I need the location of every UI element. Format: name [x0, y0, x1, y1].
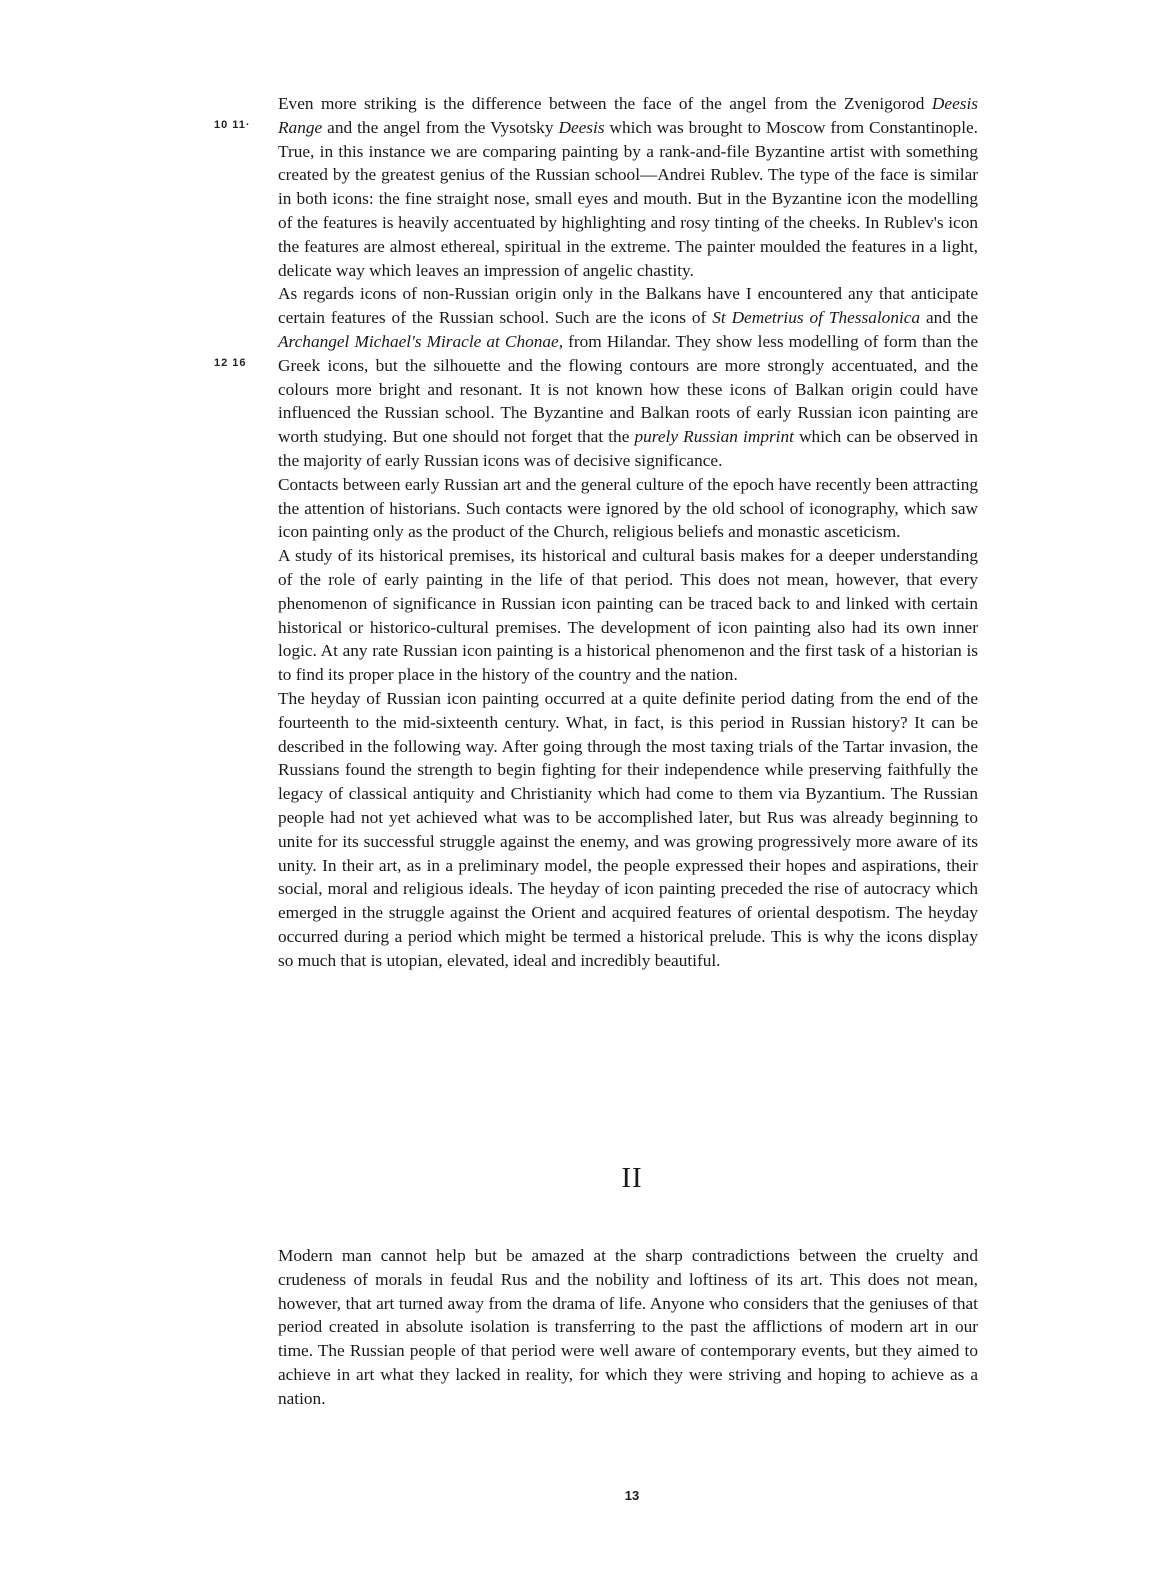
margin-plate-reference: 12 16	[214, 357, 247, 369]
italic-title: St Demetrius of Thessalonica	[712, 308, 921, 328]
paragraph: Contacts between early Russian art and the general culture of the epoch have recently been attracting the attention of historians. Such contacts were ignored by the old school of iconography, which saw icon painting only as the product of the Church, religious beliefs and monastic asceticism.	[278, 474, 978, 542]
italic-emphasis: purely Russian imprint	[634, 427, 794, 447]
italic-title: Archangel Michael's Miracle at Chonae,	[278, 331, 564, 351]
page-number: 13	[624, 1488, 640, 1503]
paragraph: Modern man cannot help but be amazed at the sharp contradictions between the cruelty and crudeness of morals in feudal Rus and the nobility and loftiness of its art. This does not mean, however, that art turned away from the drama of life. Anyone who considers that the geniuses of that period created in absolute isolation is transferring to the past the afflictions of modern art in our time. The Russian people of that period were well aware of contemporary events, but they aimed to achieve in art what they lacked in reality, for which they were striving and hoping to achieve as a nation.	[278, 1246, 978, 1408]
paragraph: The heyday of Russian icon painting occurred at a quite definite period dating from the end of the fourteenth to the mid-sixteenth century. What, in fact, is this period in Russian history? It can be described in the following way. After going through the most taxing trials of the Tartar invasion, the Russians found the strength to begin fighting for their independence while preserving faithfully the legacy of classical antiquity and Christianity which had come to them via Byzantium. The Russian people had not yet achieved what was to be accomplished later, but Rus was already beginning to unite for its successful struggle against the enemy, and was growing progressively more aware of its unity. In their art, as in a preliminary model, the people expressed their hopes and aspirations, their social, moral and religious ideals. The heyday of icon painting preceded the rise of autocracy which emerged in the struggle against the Orient and acquired features of oriental despotism. The heyday occurred during a period which might be termed a historical prelude. This is why the icons display so much that is utopian, elevated, ideal and incredibly beautiful.	[278, 688, 978, 970]
italic-title: Deesis Range	[278, 94, 978, 137]
paragraph: Even more striking is the difference between the face of the angel from the Zvenigorod Deesis Range and the angel from the Vysotsky Deesis which was brought to Moscow from Constantinople. True, in this instance we are comparing painting by a rank-and-file Byzantine artist with something created by the greatest genius of the Russian school—Andrei Rublev. The type of the face is similar in both icons: the fine straight nose, small eyes and mouth. But in the Byzantine icon the modelling of the features is heavily accentuated by highlighting and rosy tinting of the cheeks. In Rublev's icon the features are almost ethereal, spiritual in the extreme. The painter moulded the features in a light, delicate way which leaves an impression of angelic chastity.	[278, 94, 978, 280]
body-text-section-1	[278, 92, 978, 972]
italic-title: Deesis	[558, 117, 605, 137]
body-text-section-2	[278, 1244, 978, 1411]
margin-plate-reference: 10 11·	[214, 119, 251, 131]
paragraph: As regards icons of non-Russian origin only in the Balkans have I encountered any that anticipate certain features of the Russian school. Such are the icons of St Demetrius of Thessalonica and the Archangel Michael's Miracle at Chonae, from Hilandar. They show less modelling of form than the Greek icons, but the silhouette and the flowing contours are more strongly accentuated, and the colours more bright and resonant. It is not known how these icons of Balkan origin could have influenced the Russian school. The Byzantine and Balkan roots of early Russian icon painting are worth studying. But one should not forget that the purely Russian imprint which can be observed in the majority of early Russian icons was of decisive significance.	[278, 284, 978, 470]
paragraph: A study of its historical premises, its historical and cultural basis makes for a deeper understanding of the role of early painting in the life of that period. This does not mean, however, that every phenomenon of significance in Russian icon painting can be traced back to and linked with certain historical or historico-cultural premises. The development of icon painting also had its own inner logic. At any rate Russian icon painting is a historical phenomenon and the first task of a historian is to find its proper place in the history of the country and the nation.	[278, 546, 978, 685]
section-heading: II	[621, 1162, 643, 1194]
